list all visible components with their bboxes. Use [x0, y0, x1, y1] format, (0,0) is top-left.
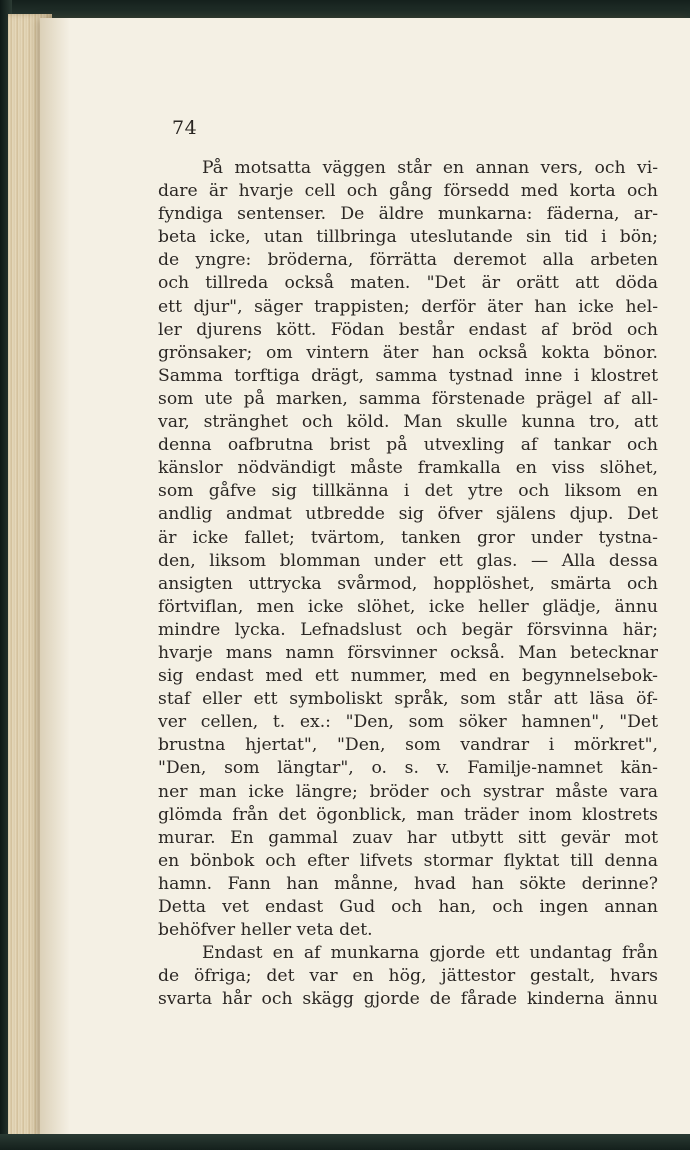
text-line: beta icke, utan tillbringa uteslutande sin tid i bön;: [158, 227, 658, 248]
text-line: ett djur", säger trappisten; derför äter han icke hel-: [158, 296, 658, 317]
text-line: som ute på marken, samma förstenade prägel af all-: [158, 388, 658, 409]
text-line: fyndiga sentenser. De äldre munkarna: fäderna, ar-: [158, 204, 658, 225]
text-line: På motsatta väggen står en annan vers, och vi-: [202, 158, 658, 178]
text-line: förtviflan, men icke slöhet, icke heller glädje, ännu: [158, 596, 658, 617]
text-line: hvarje mans namn försvinner också. Man betecknar: [158, 642, 658, 663]
text-line: är icke fallet; tvärtom, tanken gror under tystna-: [158, 527, 658, 548]
text-line: Detta vet endast Gud och han, och ingen annan: [158, 897, 658, 917]
text-line: och tillreda också maten. "Det är orätt att döda: [158, 273, 658, 294]
text-line: staf eller ett symboliskt språk, som står att läsa öf-: [158, 689, 658, 710]
text-line: svarta hår och skägg gjorde de fårade kinderna ännu: [158, 989, 658, 1010]
gutter-shadow: [40, 18, 70, 1138]
text-line: en bönbok och efter lifvets stormar flyktat till denna: [158, 850, 658, 871]
text-line: den, liksom blomman under ett glas. — Alla dessa: [158, 550, 658, 571]
text-line: Endast en af munkarna gjorde ett undantag från: [202, 943, 658, 964]
page-number: 74: [172, 117, 198, 139]
text-line: andlig andmat utbredde sig öfver själens djup. Det: [158, 504, 658, 525]
text-line: glömda från det ögonblick, man träder inom klostrets: [158, 804, 658, 825]
text-line: de öfriga; det var en hög, jättestor gestalt, hvars: [158, 966, 658, 987]
text-line: som gåfve sig tillkänna i det ytre och liksom en: [158, 481, 658, 502]
text-line: Samma torftiga drägt, samma tystnad inne i klostret: [158, 365, 658, 386]
text-line: känslor nödvändigt måste framkalla en viss slöhet,: [158, 458, 658, 479]
text-line: dare är hvarje cell och gång försedd med korta och: [158, 181, 658, 202]
text-line: de yngre: bröderna, förrätta deremot alla arbeten: [158, 250, 658, 271]
text-line: hamn. Fann han månne, hvad han sökte derinne?: [158, 873, 658, 894]
text-line: mindre lycka. Lefnadslust och begär försvinna här;: [158, 619, 658, 640]
text-line: ver cellen, t. ex.: "Den, som söker hamnen", "Det: [158, 712, 658, 733]
text-line: brustna hjertat", "Den, som vandrar i mörkret",: [158, 735, 658, 756]
text-line: grönsaker; om vintern äter han också kokta bönor.: [158, 342, 658, 363]
body-text: [158, 157, 658, 1011]
text-line: var, stränghet och köld. Man skulle kunna tro, att: [158, 412, 658, 433]
book-cover-bottom: [0, 1134, 690, 1150]
text-line: sig endast med ett nummer, med en begynnelsebok-: [158, 666, 658, 687]
text-line: ler djurens kött. Födan består endast af bröd och: [158, 319, 658, 340]
text-line: ner man icke längre; bröder och systrar måste vara: [158, 781, 658, 802]
text-line: ansigten uttrycka svårmod, hopplöshet, smärta och: [158, 573, 658, 594]
text-line: behöfver heller veta det.: [158, 920, 373, 941]
text-line: "Den, som längtar", o. s. v. Familje-namnet kän-: [158, 758, 658, 779]
text-line: denna oafbrutna brist på utvexling af tankar och: [158, 435, 658, 456]
text-line: murar. En gammal zuav har utbytt sitt gevär mot: [158, 827, 658, 848]
